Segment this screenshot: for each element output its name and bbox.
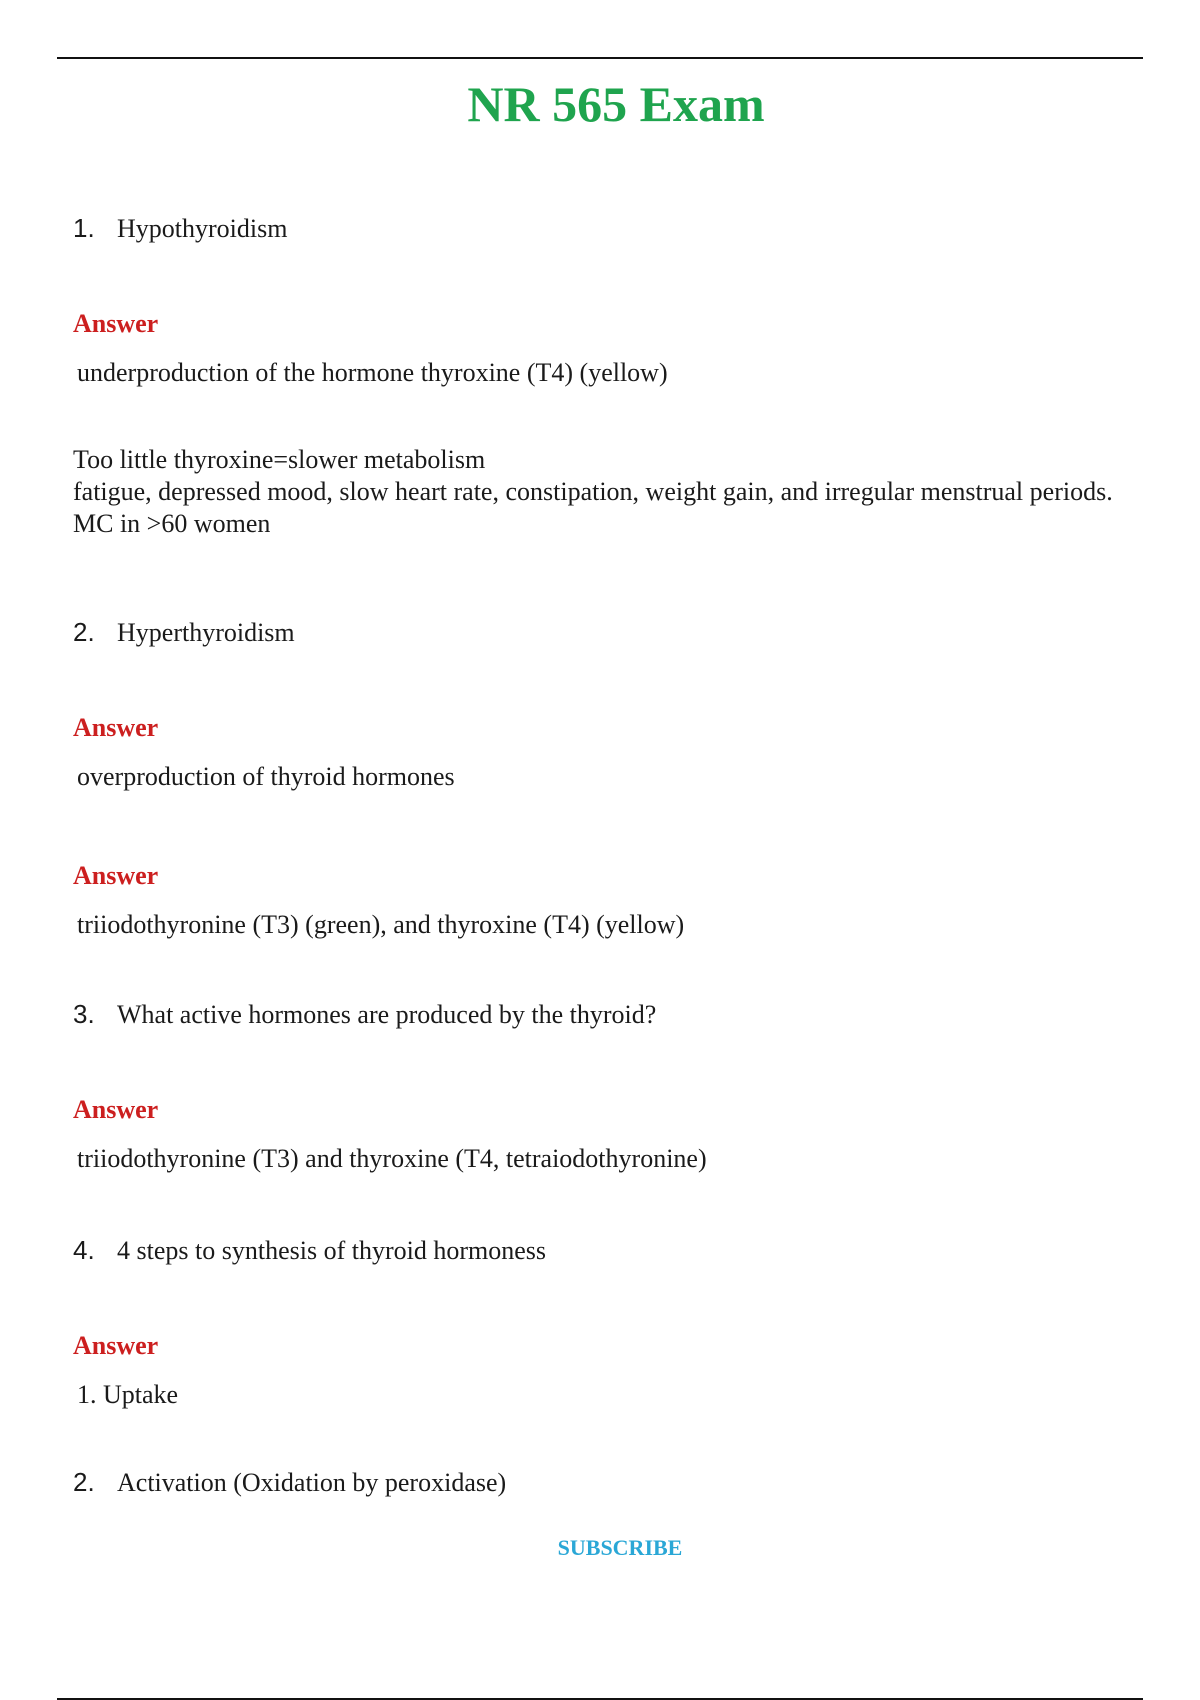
answer-label: Answer — [73, 861, 159, 890]
question-number: 2. — [73, 1467, 95, 1497]
question-text: What active hormones are produced by the thyroid? — [117, 1000, 657, 1029]
note-line: Too little thyroxine=slower metabolism — [73, 445, 486, 474]
question-3 — [73, 997, 656, 1032]
answer-text: triiodothyronine (T3) (green), and thyroxine (T4) (yellow) — [77, 910, 685, 939]
question-number: 3. — [73, 999, 95, 1029]
question-text: 4 steps to synthesis of thyroid hormoness — [117, 1236, 546, 1265]
question-5 — [73, 1465, 506, 1500]
answer-notes — [73, 444, 1123, 540]
question-number: 4. — [73, 1235, 95, 1265]
question-2 — [73, 615, 295, 650]
answer-label: Answer — [73, 1331, 159, 1360]
answer-text: underproduction of the hormone thyroxine (T4) (yellow) — [77, 358, 668, 387]
note-line: fatigue, depressed mood, slow heart rate, constipation, weight gain, and irregular menstrual periods. — [73, 477, 1113, 506]
answer-label: Answer — [73, 1095, 159, 1124]
question-4 — [73, 1233, 546, 1268]
question-text: Activation (Oxidation by peroxidase) — [117, 1468, 507, 1497]
answer-text: overproduction of thyroid hormones — [77, 762, 455, 791]
answer-label: Answer — [73, 713, 159, 742]
document-title: NR 565 Exam — [467, 76, 765, 132]
question-text: Hyperthyroidism — [117, 618, 295, 647]
answer-label: Answer — [73, 309, 159, 338]
question-text: Hypothyroidism — [117, 214, 288, 243]
note-line: MC in >60 women — [73, 509, 271, 538]
subscribe-link[interactable]: SUBSCRIBE — [557, 1535, 683, 1560]
question-1 — [73, 211, 287, 246]
question-number: 2. — [73, 617, 95, 647]
answer-text: triiodothyronine (T3) and thyroxine (T4, tetraiodothyronine) — [77, 1144, 707, 1173]
question-number: 1. — [73, 213, 95, 243]
answer-text: 1. Uptake — [77, 1380, 179, 1409]
top-rule — [57, 57, 1143, 59]
